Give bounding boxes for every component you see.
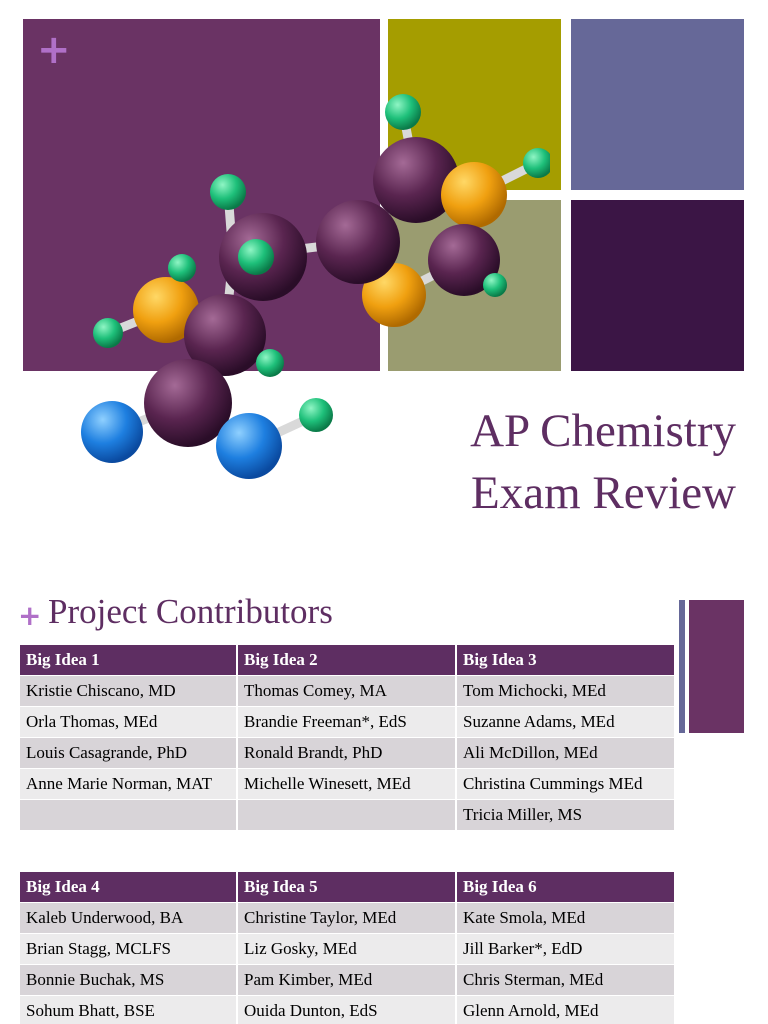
- title-line-1: AP Chemistry: [470, 405, 736, 457]
- table-row: [20, 707, 676, 738]
- table-cell: Louis Casagrande, PhD: [20, 738, 238, 769]
- table-cell: Brandie Freeman*, EdS: [238, 707, 457, 738]
- table-cell: Kate Smola, MEd: [457, 903, 676, 934]
- column-header: Big Idea 3: [457, 645, 676, 676]
- table-cell: Pam Kimber, MEd: [238, 965, 457, 996]
- table-cell: Brian Stagg, MCLFS: [20, 934, 238, 965]
- table-cell: Christina Cummings MEd: [457, 769, 676, 800]
- table-cell: Christine Taylor, MEd: [238, 903, 457, 934]
- table-row: [20, 676, 676, 707]
- table-cell: Anne Marie Norman, MAT: [20, 769, 238, 800]
- plus-icon: +: [18, 599, 42, 632]
- table-cell: Michelle Winesett, MEd: [238, 769, 457, 800]
- table-cell: Ali McDillon, MEd: [457, 738, 676, 769]
- column-header: Big Idea 2: [238, 645, 457, 676]
- table-cell: Ronald Brandt, PhD: [238, 738, 457, 769]
- dark-purple-tile: [571, 200, 744, 371]
- plus-icon: +: [37, 27, 71, 73]
- table-cell: [238, 800, 457, 831]
- accent-bar-thin: [679, 600, 685, 733]
- contributors-slide: [0, 578, 768, 1024]
- table-cell: Tricia Miller, MS: [457, 800, 676, 831]
- table-row: [20, 934, 676, 965]
- table-header-row: [20, 872, 676, 903]
- table-row: [20, 903, 676, 934]
- column-header: Big Idea 1: [20, 645, 238, 676]
- slate-tile: [571, 19, 744, 190]
- column-header: Big Idea 6: [457, 872, 676, 903]
- column-header: Big Idea 4: [20, 872, 238, 903]
- table-cell: Suzanne Adams, MEd: [457, 707, 676, 738]
- column-header: Big Idea 5: [238, 872, 457, 903]
- table-row: [20, 769, 676, 800]
- table-cell: Glenn Arnold, MEd: [457, 996, 676, 1024]
- table-cell: Bonnie Buchak, MS: [20, 965, 238, 996]
- table-header-row: [20, 645, 676, 676]
- table-cell: Jill Barker*, EdD: [457, 934, 676, 965]
- table-cell: Liz Gosky, MEd: [238, 934, 457, 965]
- table-row: [20, 996, 676, 1024]
- table-cell: Tom Michocki, MEd: [457, 676, 676, 707]
- contributors-table-1: [20, 645, 676, 831]
- table-cell: Ouida Dunton, EdS: [238, 996, 457, 1024]
- table-row: [20, 965, 676, 996]
- section-title: Project Contributors: [48, 592, 333, 631]
- table-cell: Kristie Chiscano, MD: [20, 676, 238, 707]
- table-row: [20, 800, 676, 831]
- table-cell: Kaleb Underwood, BA: [20, 903, 238, 934]
- contributors-table-2: [20, 872, 676, 1024]
- accent-bar: [689, 600, 744, 733]
- table-row: [20, 738, 676, 769]
- title-line-2: Exam Review: [471, 467, 736, 519]
- table-cell: [20, 800, 238, 831]
- table-cell: Chris Sterman, MEd: [457, 965, 676, 996]
- table-cell: Sohum Bhatt, BSE: [20, 996, 238, 1024]
- table-cell: Thomas Comey, MA: [238, 676, 457, 707]
- table-cell: Orla Thomas, MEd: [20, 707, 238, 738]
- slide-title: [316, 400, 736, 524]
